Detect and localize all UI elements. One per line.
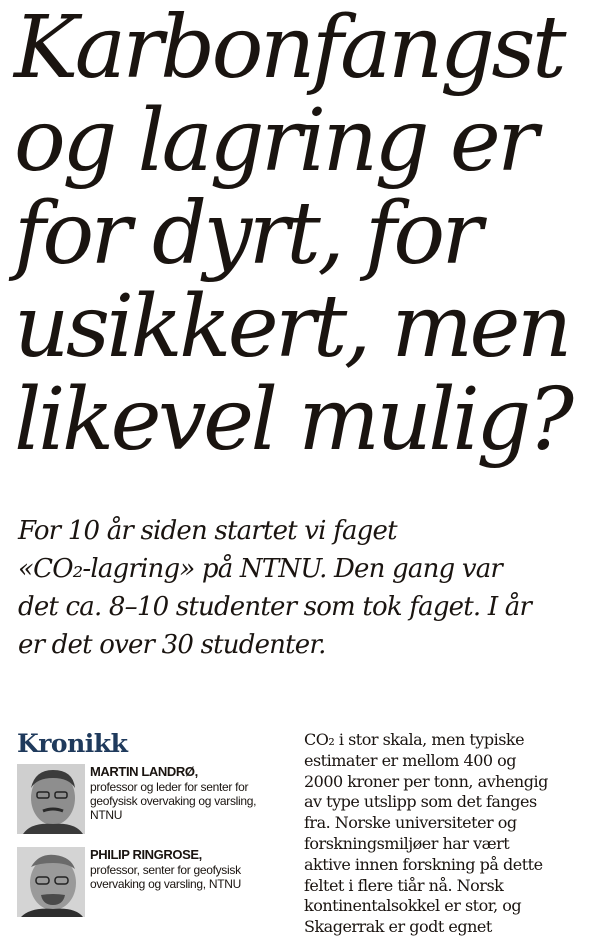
author-role-line: overvaking og varsling, NTNU (90, 877, 241, 891)
headline (14, 0, 600, 470)
section-label: Kronikk (17, 729, 128, 758)
headline-line: Karbonfangst (14, 0, 564, 98)
lead-line: det ca. 8–10 studenter som tok faget. I år (18, 592, 532, 622)
author-role-line: professor, senter for geofysisk (90, 863, 241, 877)
author-name: MARTIN LANDRØ, (90, 764, 198, 779)
body-line: aktive innen forskning på dette (304, 854, 543, 874)
body-line: feltet i flere tiår nå. Norsk (304, 875, 504, 895)
author-name: PHILIP RINGROSE, (90, 847, 202, 862)
author-role-line: geofysisk overvaking og varsling, (90, 794, 257, 808)
headline-line: likevel mulig? (14, 370, 571, 470)
body-line: av type utslipp som det fanges (304, 792, 537, 812)
lead-line: «CO₂-lagring» på NTNU. Den gang var (18, 554, 503, 584)
author-role-line: NTNU (90, 808, 123, 822)
lead-line: For 10 år siden startet vi faget (18, 516, 397, 546)
body-line: kontinentalsokkel er stor, og (304, 896, 522, 916)
headline-line: usikkert, men (14, 277, 569, 377)
portrait-image (17, 764, 85, 834)
body-line: CO₂ i stor skala, men typiske (304, 730, 525, 749)
body-line: estimater er mellom 400 og (304, 750, 517, 770)
headline-line: og lagring er (14, 91, 535, 191)
headline-line: for dyrt, for (14, 184, 480, 284)
lead-paragraph (18, 512, 598, 664)
author-role-line: professor og leder for senter for (90, 780, 249, 794)
body-text-column (304, 730, 594, 937)
author-info (90, 764, 300, 822)
lead-line: er det over 30 studenter. (18, 630, 326, 660)
author-byline (17, 847, 297, 917)
author-byline (17, 764, 297, 834)
author-photo (17, 764, 85, 834)
body-line: forskningsmiljøer har vært (304, 833, 510, 853)
body-line: fra. Norske universiteter og (304, 813, 517, 833)
portrait-image (17, 847, 85, 917)
body-line: 2000 kroner per tonn, avhengig (304, 771, 548, 791)
author-photo (17, 847, 85, 917)
author-info (90, 847, 300, 891)
body-line: Skagerrak er godt egnet (304, 917, 492, 937)
